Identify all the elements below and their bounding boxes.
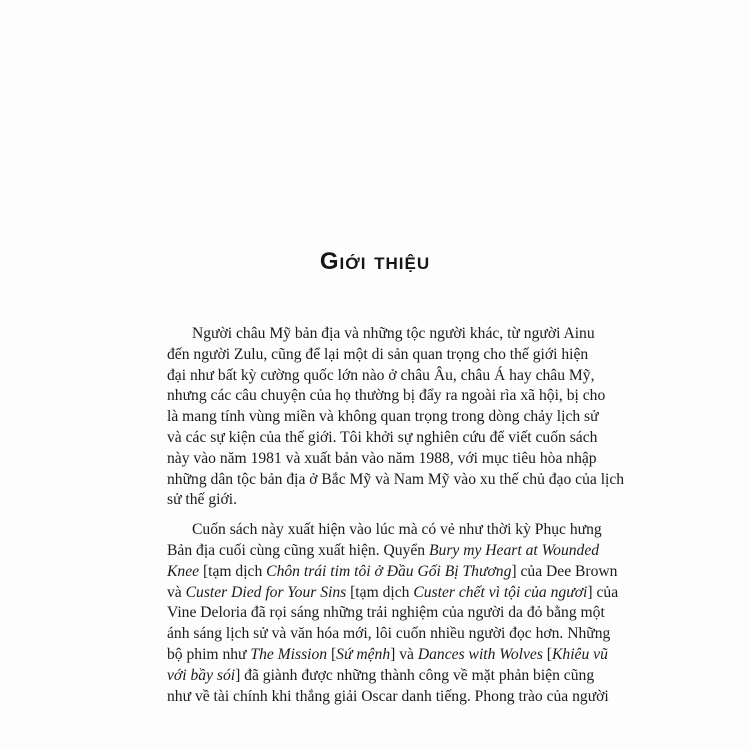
text-line: [167, 541, 600, 562]
text-segment: ánh sáng lịch sử và văn hóa mới, lôi cuốn nhiều người đọc hơn. Những: [167, 625, 611, 643]
text-segment: ] và: [390, 645, 418, 663]
italic-title-text: Bury my Heart at Wounded: [429, 541, 600, 559]
text-line: [167, 407, 599, 428]
text-segment: ] đã giành được những thành công về mặt phản biện cũng: [235, 666, 595, 684]
italic-title-text: với bầy sói: [167, 666, 236, 684]
text-segment: ] của Dee Brown: [511, 562, 618, 580]
text-line: [167, 645, 608, 666]
text-segment: [: [327, 645, 337, 663]
text-line: [167, 520, 602, 541]
paragraph: [167, 324, 625, 511]
text-line: [167, 470, 625, 491]
text-line: [167, 324, 595, 345]
italic-title-text: Knee: [167, 562, 200, 580]
text-segment: này vào năm 1981 và xuất bản vào năm 1988, với mục tiêu hòa nhập: [167, 449, 597, 467]
text-segment: là mang tính vùng miền và không quan trọng trong dòng chảy lịch sử: [167, 408, 599, 426]
italic-title-text: The Mission: [250, 645, 328, 663]
text-line: [167, 366, 595, 387]
text-segment: Bản địa cuối cùng cũng xuất hiện. Quyển: [167, 541, 429, 559]
text-segment: đến người Zulu, cũng để lại một di sản quan trọng cho thế giới hiện: [167, 345, 589, 363]
text-segment: những dân tộc bản địa ở Bắc Mỹ và Nam Mỹ vào xu thế chủ đạo của lịch: [167, 470, 625, 488]
text-segment: [: [542, 645, 552, 663]
body-text: [167, 324, 625, 716]
text-segment: [tạm dịch: [199, 562, 267, 580]
italic-title-text: Custer Died for Your Sins: [185, 583, 347, 601]
text-segment: Người châu Mỹ bản địa và những tộc người khác, từ người Ainu: [192, 325, 595, 342]
text-segment: và các sự kiện của thế giới. Tôi khởi sự nghiên cứu để viết cuốn sách: [167, 428, 598, 446]
text-line: [167, 687, 609, 708]
text-segment: như về tài chính khi thắng giải Oscar danh tiếng. Phong trào của người: [167, 687, 609, 705]
paragraph: [167, 520, 619, 707]
text-line: [167, 449, 597, 470]
chapter-title: Giới thiệu: [319, 248, 431, 275]
italic-title-text: Dances with Wolves: [417, 645, 543, 663]
italic-title-text: Custer chết vì tội của ngươi: [413, 583, 588, 601]
text-line: [167, 624, 611, 645]
text-line: [167, 345, 589, 366]
text-line: [167, 583, 619, 604]
italic-title-text: Sứ mệnh: [336, 645, 391, 663]
text-line: [167, 666, 595, 687]
text-segment: bộ phim như: [167, 645, 251, 663]
text-line: [167, 428, 598, 449]
italic-title-text: Khiêu vũ: [552, 645, 608, 663]
text-line: [167, 386, 606, 407]
text-segment: sử thế giới.: [167, 491, 237, 509]
text-line: [167, 603, 605, 624]
italic-title-text: Chôn trái tim tôi ở Đầu Gối Bị Thương: [266, 562, 512, 580]
text-segment: đại như bất kỳ cường quốc lớn nào ở châu Âu, châu Á hay châu Mỹ,: [167, 366, 595, 384]
text-line: [167, 490, 582, 511]
text-segment: Vine Deloria đã rọi sáng những trải nghiệm của người da đỏ bằng một: [167, 604, 605, 622]
text-segment: nhưng các câu chuyện của họ thường bị đẩy ra ngoài rìa xã hội, bị cho: [167, 387, 606, 405]
text-line: [167, 562, 618, 583]
text-segment: Cuốn sách này xuất hiện vào lúc mà có vẻ như thời kỳ Phục hưng: [192, 521, 602, 539]
text-segment: [tạm dịch: [346, 583, 414, 601]
text-segment: và: [167, 583, 186, 601]
text-segment: ] của: [587, 583, 619, 601]
